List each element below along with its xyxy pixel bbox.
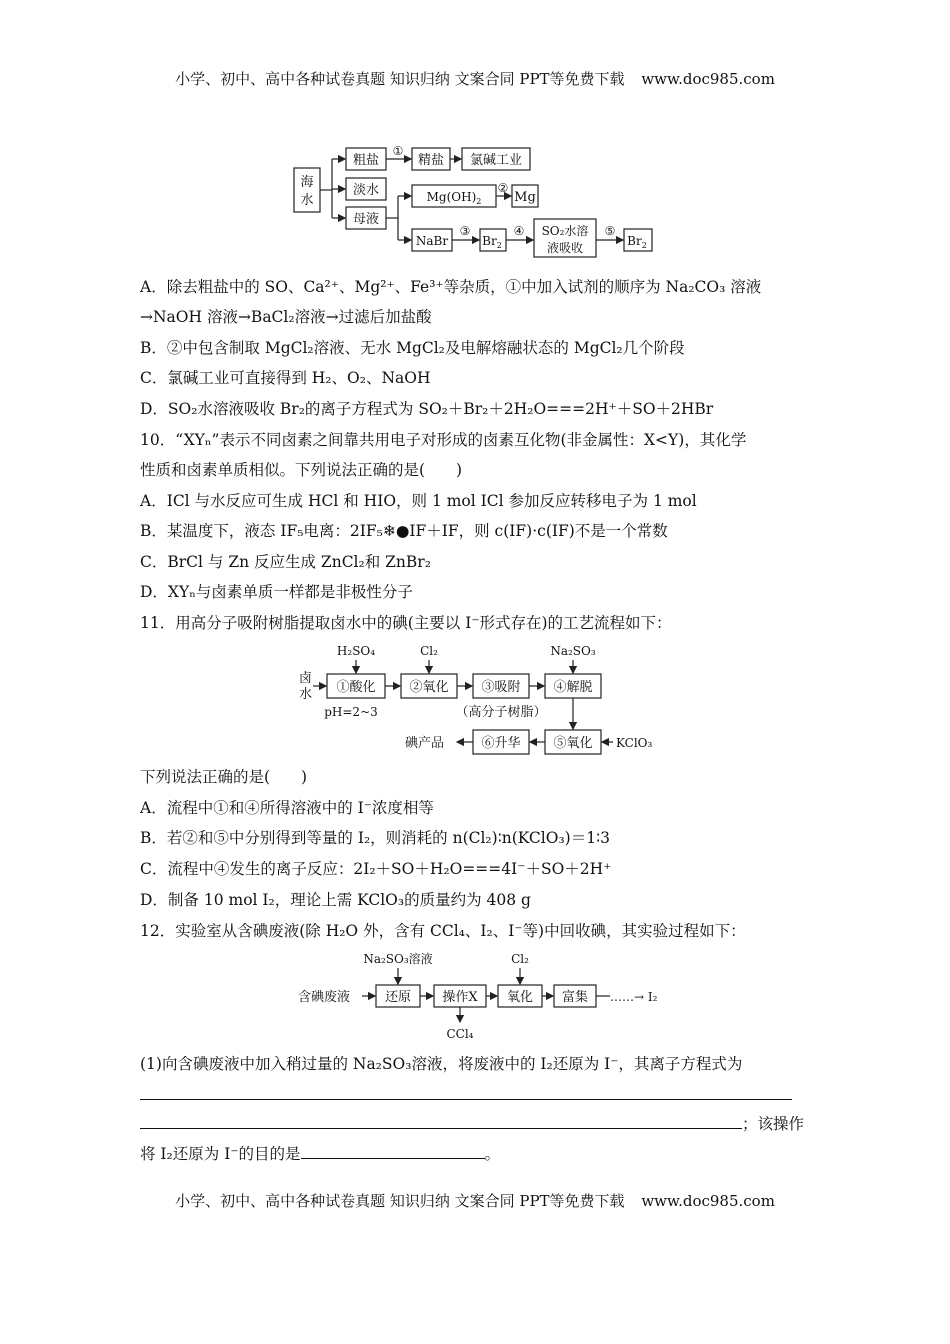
q11-option-a: A．流程中①和④所得溶液中的 I⁻浓度相等 [140, 799, 434, 817]
q10-stem-line1: 10．“XYₙ”表示不同卤素之间靠共用电子对形成的卤素互化物(非金属性：X<Y)，其化学 [140, 431, 747, 449]
reagent-na2so3-solution: Na₂SO₃溶液 [363, 952, 433, 966]
fresh-water: 淡水 [352, 183, 380, 198]
q9-option-b: B．②中包含制取 MgCl₂溶液、无水 MgCl₂及电解熔融状态的 MgCl₂几个阶段 [140, 339, 685, 357]
step-circle-4: ④ [513, 224, 525, 238]
mother-liquor: 母液 [352, 212, 380, 227]
q12-op-tail: ；该操作 [742, 1115, 805, 1133]
q12-purpose-head: 将 I₂还原为 I⁻的目的是 [140, 1145, 301, 1163]
resin-label: （高分子树脂） [455, 705, 547, 720]
chlor-alkali: 氯碱工业 [469, 153, 523, 168]
q12-stem: 12．实验室从含碘废液(除 H₂O 外，含有 CCl₄、I₂、I⁻等)中回收碘，其实验过程如下： [140, 922, 746, 940]
seawater-flow-diagram [290, 140, 670, 265]
q11-option-b: B．若②和⑤中分别得到等量的 I₂，则消耗的 n(Cl₂)∶n(KClO₃)＝1∶3 [140, 829, 610, 847]
output-ccl4: CCl₄ [446, 1027, 474, 1041]
nabr: NaBr [415, 234, 449, 248]
reagent-na2so3: Na₂SO₃ [550, 644, 596, 658]
step-oxidize-2: ⑤氧化 [553, 736, 593, 751]
crude-salt: 粗盐 [352, 153, 380, 168]
q12-part1-line4 [140, 1143, 500, 1165]
q12-answer-blank-2[interactable] [140, 1114, 742, 1129]
brine-2: 水 [299, 687, 313, 702]
reagent-kclo3: KClO₃ [616, 736, 653, 750]
mg-oh: $Mg(OH)_2$ [426, 190, 482, 206]
step-circle-3: ③ [459, 224, 471, 238]
br2-b: $Br_2$ [627, 234, 647, 250]
step-acidify: ①酸化 [336, 680, 376, 695]
q11-option-c: C．流程中④发生的离子反应：2I₂＋SO＋H₂O===4I⁻＋SO＋2H⁺ [140, 860, 612, 878]
q11-after: 下列说法正确的是( ) [140, 768, 308, 786]
q12-purpose-tail: 。 [484, 1145, 501, 1163]
q12-answer-blank-3[interactable] [301, 1144, 485, 1159]
q12-part1-line1: (1)向含碘废液中加入稍过量的 Na₂SO₃溶液，将废液中的 I₂还原为 I⁻，其离子方程式为 [140, 1055, 743, 1073]
q10-stem-line2: 性质和卤素单质相似。下列说法正确的是( ) [140, 461, 463, 479]
step-circle-1: ① [392, 144, 404, 158]
q11-stem: 11．用高分子吸附树脂提取卤水中的碘(主要以 I⁻形式存在)的工艺流程如下： [140, 614, 672, 632]
q11-option-d: D．制备 10 mol I₂，理论上需 KClO₃的质量约为 408 g [140, 891, 531, 909]
q9-option-a-line1: A．除去粗盐中的 SO、Ca²⁺、Mg²⁺、Fe³⁺等杂质，①中加入试剂的顺序为 Na₂CO₃ 溶液 [140, 278, 762, 296]
step-circle-2: ② [497, 181, 509, 195]
mg: Mg [514, 190, 536, 205]
q10-option-c: C．BrCl 与 Zn 反应生成 ZnCl₂和 ZnBr₂ [140, 553, 431, 571]
header-site: www.doc985.com [641, 70, 775, 88]
iodine-product: 碘产品 [405, 736, 445, 751]
step-operation-x: 操作X [442, 990, 478, 1005]
q9-option-c: C．氯碱工业可直接得到 H₂、O₂、NaOH [140, 369, 431, 387]
reagent-cl2: Cl₂ [420, 644, 438, 658]
refined-salt: 精盐 [417, 153, 445, 168]
q9-option-d: D．SO₂水溶液吸收 Br₂的离子方程式为 SO₂＋Br₂＋2H₂O===2H⁺＋SO＋2HBr [140, 400, 714, 418]
br2-a: $Br_2$ [482, 234, 502, 250]
reagent-h2so4: H₂SO₄ [336, 644, 376, 658]
brine-1: 卤 [299, 671, 313, 686]
source-seawater-2: 水 [300, 193, 314, 208]
q12-part1-line3 [140, 1113, 804, 1135]
reagent-cl2-12: Cl₂ [511, 952, 529, 966]
q12-answer-blank-1[interactable] [140, 1084, 792, 1106]
step-enrich: 富集 [561, 990, 589, 1005]
step-sublimate: ⑥升华 [481, 736, 521, 751]
step-circle-5: ⑤ [604, 224, 616, 238]
q10-option-d: D．XYₙ与卤素单质一样都是非极性分子 [140, 583, 413, 601]
q10-option-a: A．ICl 与水反应可生成 HCl 和 HIO，则 1 mol ICl 参加反应转移电子为 1 mol [140, 492, 697, 510]
iodine-waste: 含碘废液 [298, 990, 351, 1005]
step-oxidize-12: 氧化 [506, 990, 534, 1005]
source-seawater-1: 海 [300, 175, 314, 190]
step-oxidize-1: ②氧化 [409, 680, 449, 695]
page-header [0, 68, 950, 89]
iodine-waste-flow-diagram [298, 948, 668, 1044]
so2-absorb-2: 液吸收 [546, 241, 584, 255]
so2-absorb-1: SO₂水溶 [541, 224, 589, 238]
step-adsorb: ③吸附 [481, 680, 521, 695]
step-desorb: ④解脱 [553, 680, 593, 695]
ph-label: pH=2~3 [324, 705, 378, 719]
header-text: 小学、初中、高中各种试卷真题 知识归纳 文案合同 PPT等免费下载 [175, 70, 625, 88]
q10-option-b: B．某温度下，液态 IF₅电离：2IF₅❄●IF＋IF，则 c(IF)·c(IF)不是一个常数 [140, 522, 668, 540]
end-i2: ……→ I₂ [610, 990, 658, 1004]
q9-option-a-line2: →NaOH 溶液→BaCl₂溶液→过滤后加盐酸 [140, 308, 432, 326]
footer-text: 小学、初中、高中各种试卷真题 知识归纳 文案合同 PPT等免费下载 [175, 1192, 625, 1210]
page-footer [0, 1190, 950, 1211]
footer-site: www.doc985.com [641, 1192, 775, 1210]
step-reduce: 还原 [384, 990, 412, 1005]
iodine-resin-flow-diagram [295, 640, 695, 758]
